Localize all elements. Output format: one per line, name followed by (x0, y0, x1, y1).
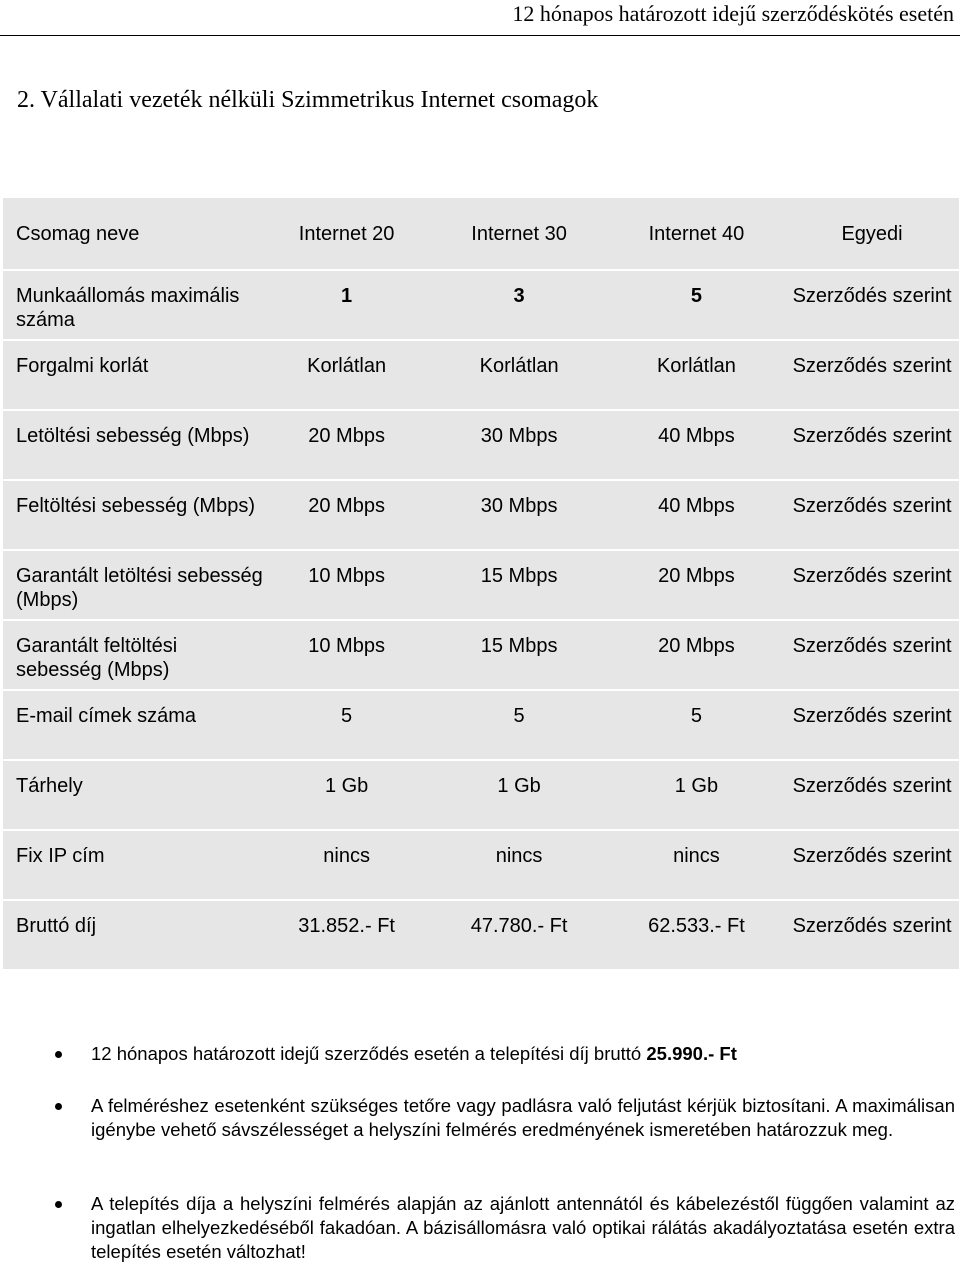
table-row (3, 269, 959, 339)
section-title: 2. Vállalati vezeték nélküli Szimmetrikus Internet csomagok (17, 87, 599, 113)
column-header: Csomag neve (3, 198, 263, 269)
table-cell: 1 Gb (263, 759, 431, 829)
table-cell: 5 (608, 689, 785, 759)
note-text: A felméréshez esetenként szükséges tetőre vagy padlásra való feljutást kérjük biztosítani. A maximálisan igénybe vehető sávszélességet a helyszíni felmérés eredményének ismeretében határozzuk meg. (91, 1095, 955, 1140)
table-cell: 15 Mbps (430, 619, 607, 689)
table-cell: Korlátlan (430, 339, 607, 409)
page-header (0, 0, 960, 40)
table-row (3, 689, 959, 759)
bullet-icon (55, 1201, 62, 1208)
table-cell: 1 (263, 269, 431, 339)
table-cell: 3 (430, 269, 607, 339)
table-cell: Szerződés szerint (785, 269, 959, 339)
header-title: 12 hónapos határozott idejű szerződéskötés esetén (512, 1, 954, 26)
column-header: Internet 40 (608, 198, 785, 269)
table-cell: 20 Mbps (263, 479, 431, 549)
table-row (3, 829, 959, 899)
package-table (3, 198, 959, 969)
table-cell: Szerződés szerint (785, 829, 959, 899)
table-cell: Szerződés szerint (785, 759, 959, 829)
table-cell: 20 Mbps (608, 619, 785, 689)
column-header: Internet 20 (263, 198, 431, 269)
table-row (3, 549, 959, 619)
table-cell: 20 Mbps (608, 549, 785, 619)
install-fee: 25.990.- Ft (646, 1043, 737, 1064)
table-cell: 40 Mbps (608, 479, 785, 549)
row-label: Feltöltési sebesség (Mbps) (3, 479, 263, 549)
table-row (3, 339, 959, 409)
note-text (91, 1042, 955, 1066)
table-cell: Korlátlan (608, 339, 785, 409)
column-header: Egyedi (785, 198, 959, 269)
row-label: Forgalmi korlát (3, 339, 263, 409)
table-cell: 5 (608, 269, 785, 339)
column-header: Internet 30 (430, 198, 607, 269)
table-cell: Szerződés szerint (785, 689, 959, 759)
row-label: Garantált letöltési sebesség (Mbps) (3, 549, 263, 619)
table-cell: 31.852.- Ft (263, 899, 431, 969)
bullet-icon (55, 1051, 62, 1058)
table-cell: 20 Mbps (263, 409, 431, 479)
table-cell: nincs (608, 829, 785, 899)
table-cell: Szerződés szerint (785, 339, 959, 409)
row-label: Bruttó díj (3, 899, 263, 969)
table-row (3, 899, 959, 969)
row-label: Tárhely (3, 759, 263, 829)
table-cell: Szerződés szerint (785, 899, 959, 969)
header-rule (0, 35, 960, 36)
table-cell: 30 Mbps (430, 479, 607, 549)
bullet-icon (55, 1103, 62, 1110)
table-cell: 1 Gb (608, 759, 785, 829)
table-cell: 30 Mbps (430, 409, 607, 479)
table-cell: nincs (430, 829, 607, 899)
row-label: Munkaállomás maximális száma (3, 269, 263, 339)
table-cell: Szerződés szerint (785, 549, 959, 619)
table-cell: 40 Mbps (608, 409, 785, 479)
table-cell: 1 Gb (430, 759, 607, 829)
table-cell: 10 Mbps (263, 619, 431, 689)
table-row (3, 409, 959, 479)
note-text: A telepítés díja a helyszíni felmérés alapján az ajánlott antennától és kábelezéstől függően valamint az ingatlan elhelyezkedéséből fakadóan. A bázisállomásra való optikai rálátás akadályoztatása esetén extra telepítés esetén változhat! (91, 1193, 955, 1262)
table-row (3, 619, 959, 689)
note-text-part: 12 hónapos határozott idejű szerződés esetén a telepítési díj bruttó (91, 1043, 647, 1064)
table-cell: nincs (263, 829, 431, 899)
table-cell: Szerződés szerint (785, 479, 959, 549)
table-header-row (3, 198, 959, 269)
table-cell: 15 Mbps (430, 549, 607, 619)
table-cell: 5 (263, 689, 431, 759)
row-label: Garantált feltöltési sebesség (Mbps) (3, 619, 263, 689)
table-cell: 10 Mbps (263, 549, 431, 619)
table-cell: 62.533.- Ft (608, 899, 785, 969)
table-cell: 5 (430, 689, 607, 759)
table-row (3, 759, 959, 829)
table-cell: Szerződés szerint (785, 619, 959, 689)
table-row (3, 479, 959, 549)
row-label: Fix IP cím (3, 829, 263, 899)
table-cell: 47.780.- Ft (430, 899, 607, 969)
row-label: E-mail címek száma (3, 689, 263, 759)
table-cell: Szerződés szerint (785, 409, 959, 479)
row-label: Letöltési sebesség (Mbps) (3, 409, 263, 479)
table-cell: Korlátlan (263, 339, 431, 409)
